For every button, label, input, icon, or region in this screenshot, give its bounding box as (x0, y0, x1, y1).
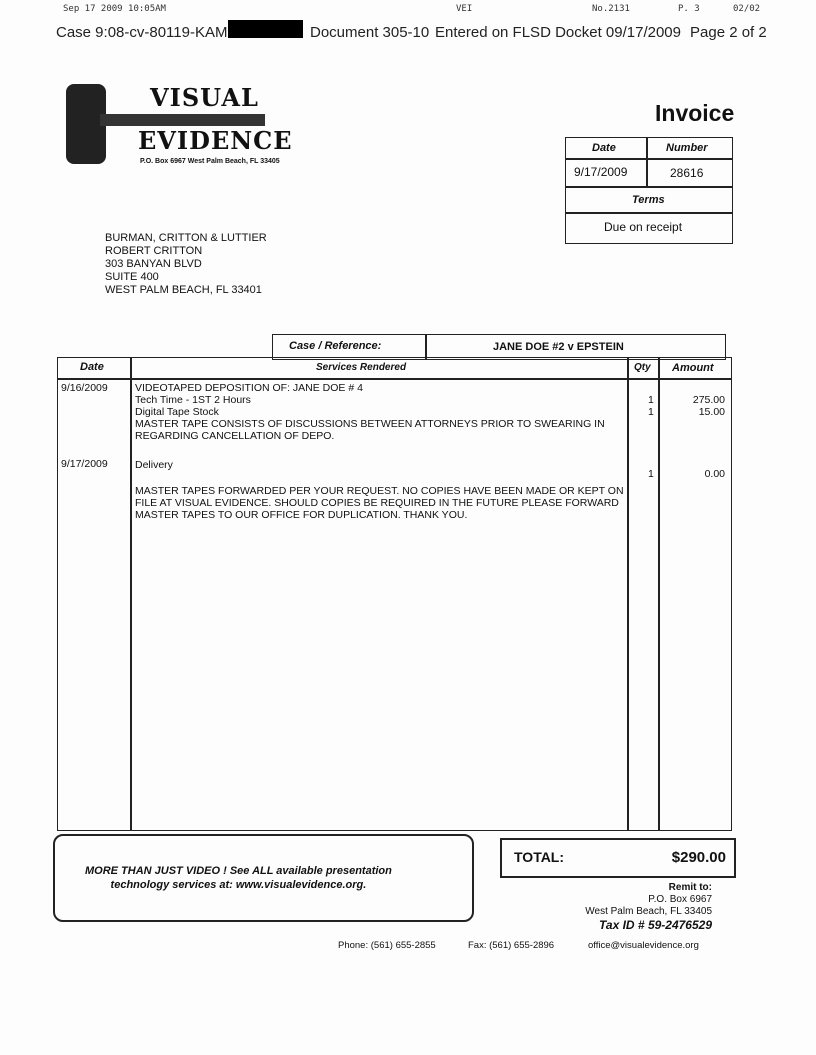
bill-to-line: ROBERT CRITTON (105, 245, 203, 257)
case-number: Case 9:08-cv-80119-KAM (56, 24, 228, 41)
bill-to-line: SUITE 400 (105, 271, 159, 283)
remit-line: P.O. Box 6967 (648, 894, 712, 905)
fax-sender: VEI (456, 4, 473, 14)
email: office@visualevidence.org (588, 940, 699, 951)
logo-evidence: EVIDENCE (138, 126, 293, 155)
logo-visual: VISUAL (150, 83, 259, 112)
promo-line: technology services at: www.visualevidence.org. (110, 879, 367, 891)
total-label: TOTAL: (514, 849, 565, 865)
page-number: Page 2 of 2 (690, 24, 767, 41)
invoice-date: 9/17/2009 (574, 165, 628, 179)
fax-number: No.2131 (592, 4, 630, 14)
services-table (57, 357, 732, 831)
description-line: MASTER TAPE CONSISTS OF DISCUSSIONS BETWEEN ATTORNEYS PRIOR TO SWEARING IN (135, 418, 605, 430)
terms-label: Terms (632, 194, 665, 206)
services-column-header: Services Rendered (316, 362, 407, 373)
phone: Phone: (561) 655-2855 (338, 940, 436, 951)
promo-line: MORE THAN JUST VIDEO ! See ALL available presentation (85, 865, 392, 877)
total-value: $290.00 (671, 849, 726, 866)
row-date: 9/16/2009 (61, 382, 108, 394)
row-description (135, 382, 605, 442)
promo-box (53, 834, 474, 922)
number-label: Number (666, 142, 708, 154)
bill-to-address (105, 232, 267, 297)
bill-to-line: BURMAN, CRITTON & LUTTIER (105, 232, 267, 244)
bill-to-line: 303 BANYAN BLVD (105, 258, 202, 270)
fax-pages: 02/02 (733, 4, 761, 14)
row-qty: 1 (648, 406, 654, 418)
description-line: MASTER TAPES FORWARDED PER YOUR REQUEST. NO COPIES HAVE BEEN MADE OR KEPT ON (135, 485, 624, 497)
docket-entry: Entered on FLSD Docket 09/17/2009 (435, 24, 681, 41)
fax-p: P. 3 (678, 4, 700, 14)
description-line: MASTER TAPES TO OUR OFFICE FOR DUPLICATION. THANK YOU. (135, 509, 468, 521)
date-column-header: Date (80, 361, 104, 373)
document-number: Document 305-10 (310, 24, 430, 41)
company-address: P.O. Box 6967 West Palm Beach, FL 33405 (140, 158, 280, 165)
invoice-info-box (565, 137, 733, 244)
promo-text (85, 864, 392, 892)
invoice-title: Invoice (655, 100, 735, 126)
row-date: 9/17/2009 (61, 458, 108, 470)
qty-column-header: Qty (634, 362, 651, 373)
amount-column-header: Amount (672, 362, 714, 374)
date-label: Date (592, 142, 616, 154)
description-line: FILE AT VISUAL EVIDENCE. SHOULD COPIES BE REQUIRED IN THE FUTURE PLEASE FORWARD (135, 497, 619, 509)
terms-value: Due on receipt (604, 220, 683, 234)
description-line: REGARDING CANCELLATION OF DEPO. (135, 430, 335, 442)
tax-id: Tax ID # 59-2476529 (599, 918, 712, 932)
bill-to-line: WEST PALM BEACH, FL 33401 (105, 284, 262, 296)
fax-datetime: Sep 17 2009 10:05AM (63, 4, 166, 14)
case-reference-label: Case / Reference: (289, 340, 382, 352)
description-line: Tech Time - 1ST 2 Hours (135, 394, 251, 406)
row-amount: 275.00 (692, 394, 725, 406)
row-qty: 1 (648, 394, 654, 406)
row-description (135, 485, 624, 521)
case-reference-value: JANE DOE #2 v EPSTEIN (493, 341, 624, 353)
description-line: Delivery (135, 459, 173, 471)
fax: Fax: (561) 655-2896 (468, 940, 555, 951)
description-line: Digital Tape Stock (135, 406, 219, 418)
row-amount: 0.00 (704, 468, 725, 480)
remit-to-block (585, 882, 712, 933)
redaction-bar (228, 20, 303, 38)
row-amount: 15.00 (698, 406, 725, 418)
description-line: VIDEOTAPED DEPOSITION OF: JANE DOE # 4 (135, 382, 363, 394)
remit-label: Remit to: (668, 882, 712, 893)
remit-line: West Palm Beach, FL 33405 (585, 906, 712, 917)
row-qty: 1 (648, 468, 654, 480)
total-box (500, 838, 736, 878)
invoice-number: 28616 (670, 166, 704, 180)
